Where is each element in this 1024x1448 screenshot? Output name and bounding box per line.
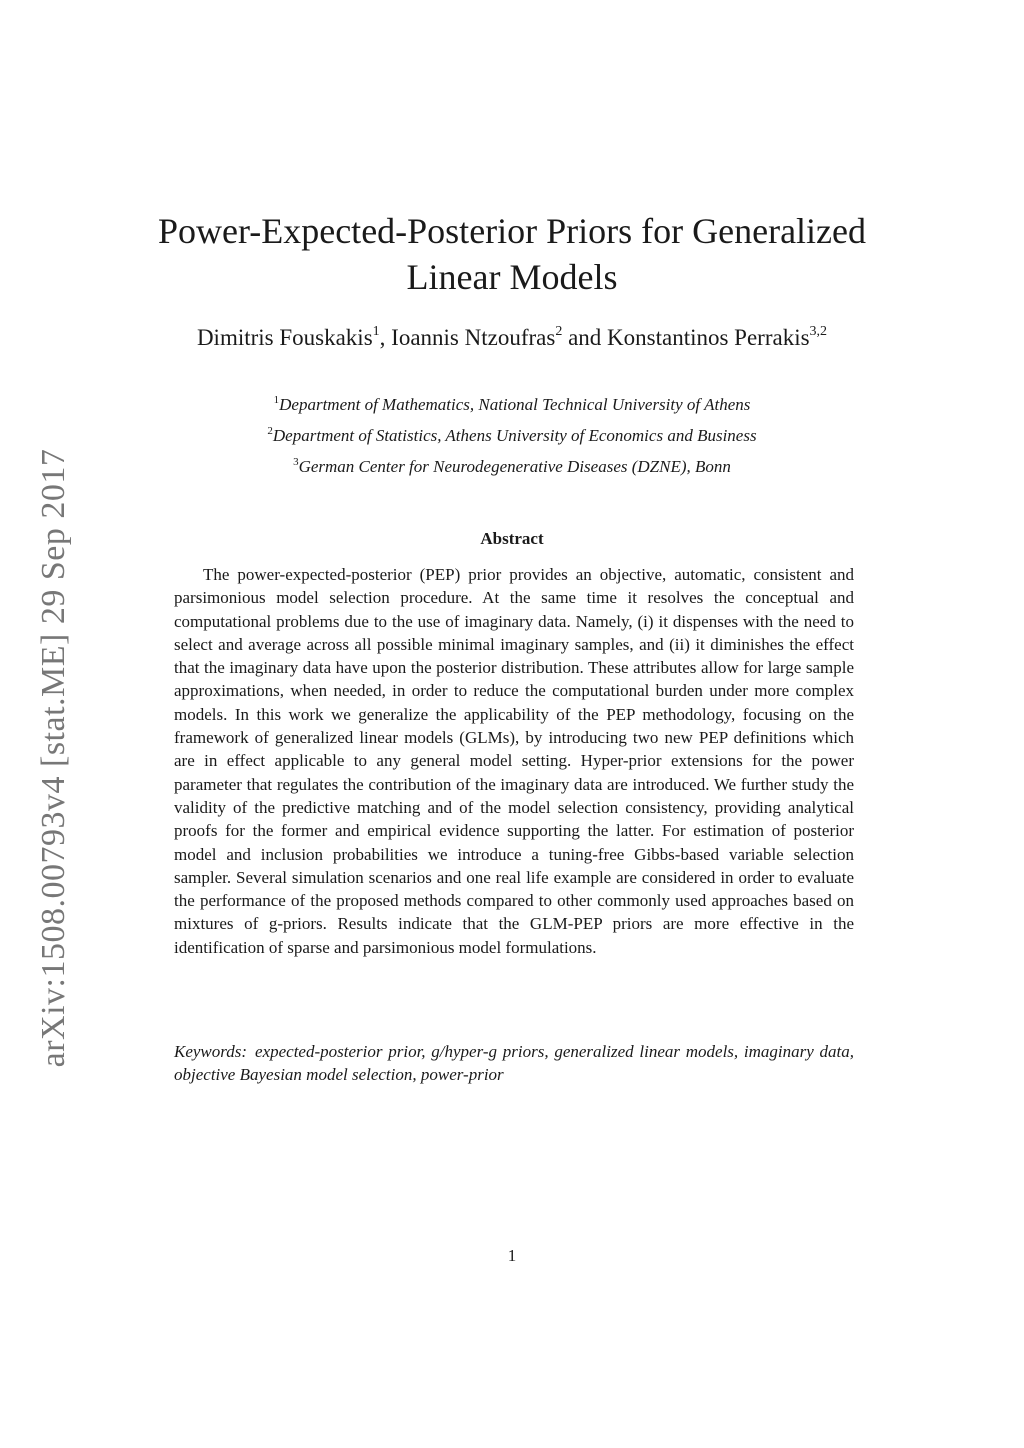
author-separator: and <box>562 325 608 350</box>
abstract-body: The power-expected-posterior (PEP) prior provides an objective, automatic, consistent and parsimonious model selection procedure. At the same time it resolves the conceptual and computational problems due to the use of imaginary data. Namely, (i) it dispenses with the need to select and average across all possible minimal imaginary samples, and (ii) it diminishes the effect that the imaginary data have upon the posterior distribution. These attributes allow for large sample approximations, when needed, in order to reduce the computational burden under more complex models. In this work we generalize the applicability of the PEP methodology, focusing on the framework of generalized linear models (GLMs), by introducing two new PEP definitions which are in effect applicable to any general model setting. Hyper-prior extensions for the power parameter that regulates the contribution of the imaginary data are introduced. We further study the validity of the predictive matching and of the model selection consistency, providing analytical proofs for the former and empirical evidence supporting the latter. For estimation of posterior model and inclusion probabilities we introduce a tuning-free Gibbs-based variable selection sampler. Several simulation scenarios and one real life example are considered in order to evaluate the performance of the proposed methods compared to other commonly used approaches based on mixtures of g-priors. Results indicate that the GLM-PEP priors are more effective in the identification of sparse and parsimonious model formulations. <box>174 565 854 957</box>
paper-title-line-2: Linear Models <box>406 257 618 297</box>
keywords-label: Keywords: <box>174 1042 248 1061</box>
affiliation-mark: 1 <box>273 394 280 406</box>
abstract-heading: Abstract <box>480 529 544 548</box>
affiliation-mark: 2 <box>267 425 273 437</box>
author-name: Ioannis Ntzoufras <box>391 325 556 350</box>
affiliation-text: Department of Statistics, Athens University of Economics and Business <box>272 426 757 445</box>
author-affiliation-mark: 2 <box>555 324 563 339</box>
paper-title-line-1: Power-Expected-Posterior Priors for Generalized <box>157 211 867 251</box>
affiliation-item <box>150 451 874 482</box>
author-name: Konstantinos Perrakis <box>607 325 810 350</box>
paper-title <box>150 208 874 300</box>
author-affiliation-mark: 3,2 <box>809 324 828 339</box>
keywords-text: expected-posterior prior, g/hyper-g priors, generalized linear models, imaginary data, objective Bayesian model selection, power-prior <box>174 1042 854 1085</box>
keywords <box>174 1040 854 1087</box>
page-number: 1 <box>507 1246 517 1265</box>
affiliation-text: German Center for Neurodegenerative Diseases (DZNE), Bonn <box>298 457 731 476</box>
author-name: Dimitris Fouskakis <box>196 325 373 350</box>
author-separator: , <box>379 325 392 350</box>
affiliation-text: Department of Mathematics, National Technical University of Athens <box>279 395 751 414</box>
author-affiliation-mark: 1 <box>372 324 380 339</box>
arxiv-identifier: arXiv:1508.00793v4 [stat.ME] 29 Sep 2017 <box>35 448 72 1068</box>
affiliation-item <box>150 420 874 451</box>
affiliation-item <box>150 389 874 420</box>
affiliation-list <box>150 389 874 482</box>
affiliation-mark: 3 <box>293 456 299 468</box>
author-list <box>100 323 924 353</box>
